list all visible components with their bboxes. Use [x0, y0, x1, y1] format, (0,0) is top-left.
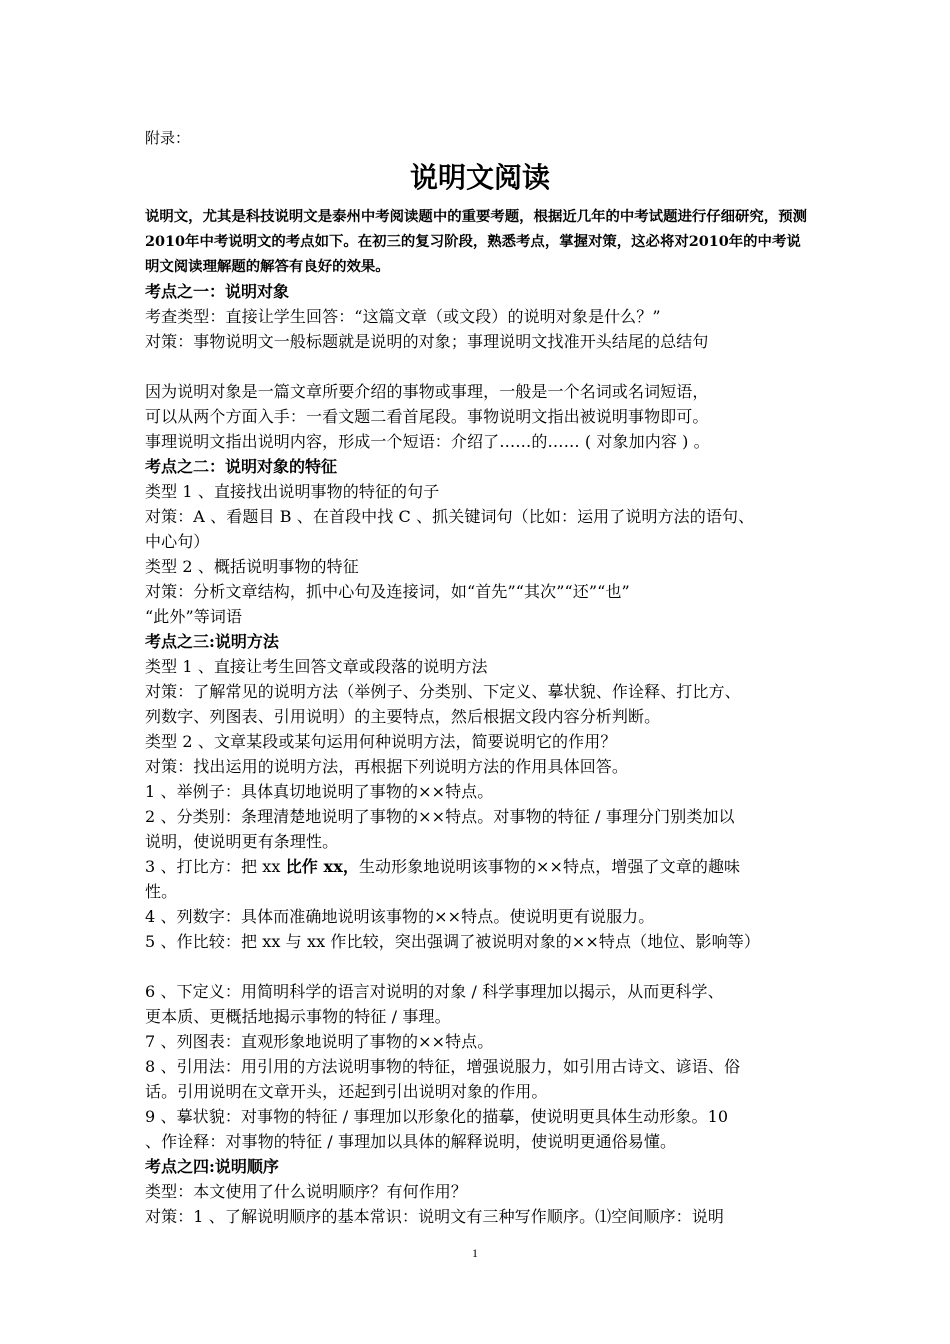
- section-4-type: 类型：本文使用了什么说明顺序？有何作用？: [145, 1182, 468, 1201]
- section-1-para-line-2: 可以从两个方面入手：一看文题二看首尾段。事物说明文指出被说明事物即可。: [145, 407, 709, 426]
- section-1-type: 考查类型：直接让学生回答：“这篇文章（或文段）的说明对象是什么？”: [145, 307, 661, 326]
- section-1-heading: 考点之一：说明对象: [145, 282, 290, 301]
- section-4-heading: 考点之四:说明顺序: [145, 1157, 279, 1176]
- page-number: 1: [472, 1246, 478, 1260]
- section-2-type-1: 类型 1 、直接找出说明事物的特征的句子: [145, 482, 440, 501]
- section-4-strategy: 对策：1 、了解说明顺序的基本常识：说明文有三种写作顺序。⑴空间顺序：说明: [145, 1207, 724, 1226]
- section-2-strategy-1-line-2: 中心句）: [145, 532, 210, 551]
- section-4: [145, 1154, 815, 1229]
- page-content: [145, 128, 815, 1229]
- section-3-type-2: 类型 2 、文章某段或某句运用何种说明方法，简要说明它的作用？: [145, 732, 617, 751]
- method-9-line-1: 9 、摹状貌：对事物的特征 / 事理加以形象化的描摹，使说明更具体生动形象。10: [145, 1107, 729, 1126]
- blank-line: [145, 954, 815, 979]
- method-3-pre: 3 、打比方：把 xx: [145, 857, 286, 876]
- section-3-strategy-1-line-1: 对策：了解常见的说明方法（举例子、分类别、下定义、摹状貌、作诠释、打比方、: [145, 682, 741, 701]
- method-2-line-2: 说明，使说明更有条理性。: [145, 832, 339, 851]
- method-7: 7 、列图表：直观形象地说明了事物的××特点。: [145, 1032, 494, 1051]
- method-6-line-1: 6 、下定义：用简明科学的语言对说明的对象 / 科学事理加以揭示，从而更科学、: [145, 982, 724, 1001]
- method-3-line-2: 性。: [145, 882, 178, 901]
- method-1: 1 、举例子：具体真切地说明了事物的××特点。: [145, 782, 494, 801]
- section-2-type-2: 类型 2 、概括说明事物的特征: [145, 557, 359, 576]
- method-4: 4 、列数字：具体而准确地说明该事物的××特点。使说明更有说服力。: [145, 907, 655, 926]
- section-2-strategy-2-line-1: 对策：分析文章结构，抓中心句及连接词，如“首先”“其次”“还”“也”: [145, 582, 630, 601]
- method-3-line-1: [145, 854, 815, 879]
- intro-paragraph: 说明文，尤其是科技说明文是泰州中考阅读题中的重要考题，根据近几年的中考试题进行仔细研究，预测2010年中考说明文的考点如下。在初三的复习阶段，熟悉考点，掌握对策，这必将对2010年的中考说明文阅读理解题的解答有良好的效果。: [145, 208, 807, 275]
- method-9-line-2: 、作诠释：对事物的特征 / 事理加以具体的解释说明，使说明更通俗易懂。: [145, 1132, 677, 1151]
- section-3-strategy-1-line-2: 列数字、列图表、引用说明）的主要特点，然后根据文段内容分析判断。: [145, 707, 661, 726]
- section-1-strategy: 对策：事物说明文一般标题就是说明的对象；事理说明文找准开头结尾的总结句: [145, 332, 709, 351]
- method-3-bold: 比作 xx，: [285, 857, 359, 876]
- method-8-line-2: 话。引用说明在文章开头，还起到引出说明对象的作用。: [145, 1082, 548, 1101]
- section-3: [145, 629, 815, 1154]
- section-3-heading: 考点之三:说明方法: [145, 632, 279, 651]
- section-1-para-line-3: 事理说明文指出说明内容，形成一个短语：介绍了……的…… ( 对象加内容 ) 。: [145, 432, 710, 451]
- section-3-strategy-2: 对策：找出运用的说明方法，再根据下列说明方法的作用具体回答。: [145, 757, 629, 776]
- appendix-label: 附录：: [145, 129, 191, 147]
- method-3-post: 生动形象地说明该事物的××特点，增强了文章的趣味: [358, 857, 741, 876]
- page-title: 说明文阅读: [409, 161, 550, 194]
- section-2-heading: 考点之二：说明对象的特征: [145, 457, 338, 476]
- section-2-strategy-2-line-2: “此外”等词语: [145, 607, 243, 626]
- section-2-strategy-1-line-1: 对策：A 、看题目 B 、在首段中找 C 、抓关键词句（比如：运用了说明方法的语句、: [145, 507, 755, 526]
- section-2: [145, 454, 815, 629]
- method-2-line-1: 2 、分类别：条理清楚地说明了事物的××特点。对事物的特征 / 事理分门别类加以: [145, 807, 735, 826]
- section-1-para-line-1: 因为说明对象是一篇文章所要介绍的事物或事理，一般是一个名词或名词短语，: [145, 382, 709, 401]
- blank-line: [145, 354, 815, 379]
- section-3-type-1: 类型 1 、直接让考生回答文章或段落的说明方法: [145, 657, 488, 676]
- method-8-line-1: 8 、引用法：用引用的方法说明事物的特征，增强说服力，如引用古诗文、谚语、俗: [145, 1057, 741, 1076]
- method-5: 5 、作比较：把 xx 与 xx 作比较，突出强调了被说明对象的××特点（地位、影响等）: [145, 932, 760, 951]
- section-1: [145, 279, 815, 454]
- method-6-line-2: 更本质、更概括地揭示事物的特征 / 事理。: [145, 1007, 451, 1026]
